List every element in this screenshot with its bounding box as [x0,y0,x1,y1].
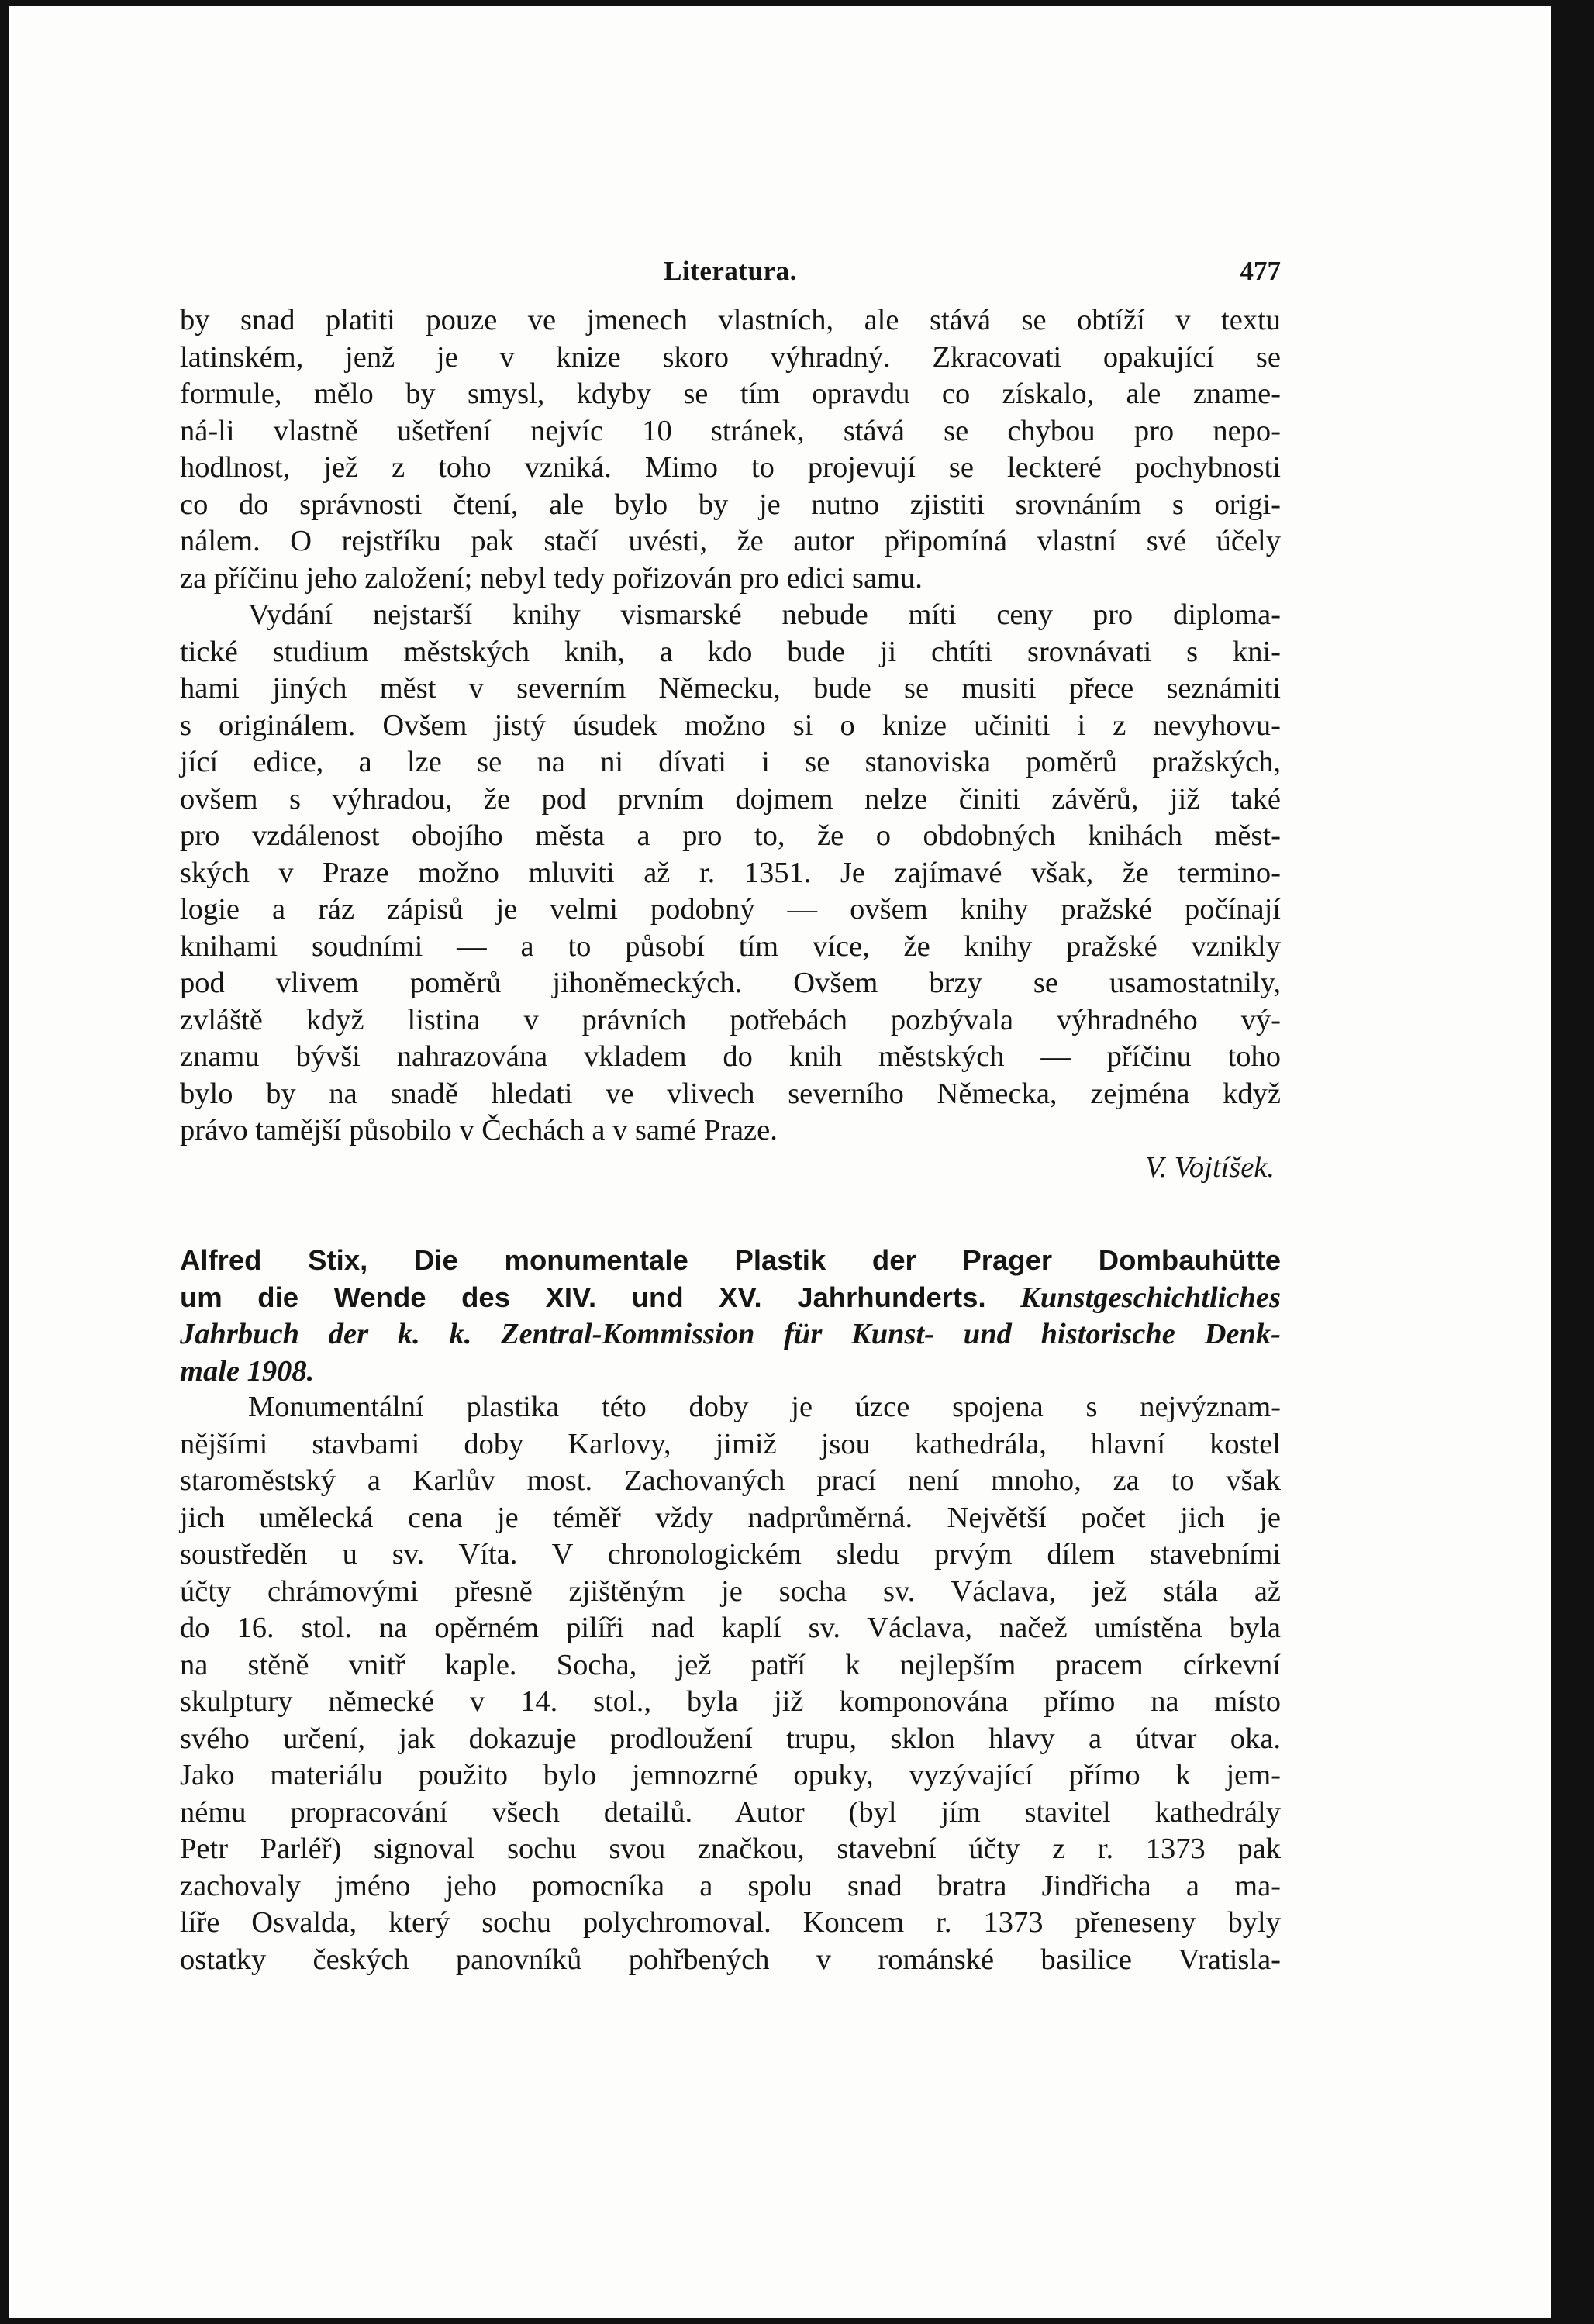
text-line: soustředěn u sv. Víta. V chronologickém sledu prvým dílem stavebními [180,1538,1281,1571]
author-signature: V. Vojtíšek. [1144,1150,1275,1184]
text-line: jich umělecká cena je téměř vždy nadprůměrná. Největší počet jich je [180,1501,1281,1534]
page-number: 477 [1240,256,1281,286]
heading-author-title: Alfred Stix, Die monumentale Plastik der Prager Dombauhütte [180,1244,1281,1276]
heading-line [180,1315,1281,1353]
text-line: nálem. O rejstříku pak stačí uvésti, že autor připomíná vlastní své účely [180,525,1281,557]
text-line: co do správnosti čtení, ale bylo by je nutno zjistiti srovnáním s origi- [180,488,1281,521]
text-line: bylo by na snadě hledati ve vlivech severního Německa, zejména když [180,1077,1281,1110]
text-line: účty chrámovými přesně zjištěným je socha sv. Václava, jež stála až [180,1574,1281,1608]
text-line: pod vlivem poměrů jihoněmeckých. Ovšem brzy se usamostatnily, [180,967,1281,999]
heading-source-cont: Jahrbuch der k. k. Zentral-Kommission für Kunst- und historische Denk- [180,1318,1281,1350]
text-line: ostatky českých panovníků pohřbených v románské basilice Vratisla- [180,1943,1281,1976]
text-line: hodlnost, jež z toho vzniká. Mimo to projevují se leckteré pochybnosti [180,451,1281,484]
text-line: staroměstský a Karlův most. Zachovaných prací není mnoho, za to však [180,1464,1281,1497]
heading-title-cont: um die Wende des XIV. und XV. Jahrhunderts. [180,1281,986,1313]
text-line: latinském, jenž je v knize skoro výhradný. Zkracovati opakující se [180,340,1281,374]
text-line: ovšem s výhradou, že pod prvním dojmem nelze činiti závěrů, již také [180,782,1281,815]
text-line: Monumentální plastika této doby je úzce spojena s nejvýznam- [248,1391,1281,1423]
running-header [180,256,1281,302]
review-heading [180,1242,1281,1389]
text-line: ských v Praze možno mluviti až r. 1351. Je zajímavé však, že termino- [180,856,1281,889]
text-line: svého určení, jak dokazuje prodloužení trupu, sklon hlavy a útvar oka. [180,1722,1281,1755]
text-line: za příčinu jeho založení; nebyl tedy pořizován pro edici samu. [180,561,923,595]
text-line: nému propracování všech detailů. Autor (byl jím stavitel kathedrály [180,1795,1281,1829]
text-line: Jako materiálu použito bylo jemnozrné opuky, vyzývající přímo k jem- [180,1759,1281,1791]
text-line: Vydání nejstarší knihy vismarské nebude míti ceny pro diploma- [248,598,1281,631]
review-body [180,1389,1281,1978]
heading-source-end: male 1908. [180,1354,315,1388]
text-line: zachovaly jméno jeho pomocníka a spolu snad bratra Jindřicha a ma- [180,1869,1281,1902]
heading-line [180,1242,1281,1279]
heading-source: Kunstgeschichtliches [1020,1281,1282,1314]
book-page [180,256,1281,1978]
new-review [180,1242,1281,1978]
running-title: Literatura. [664,256,797,286]
text-line: logie a ráz zápisů je velmi podobný — ovšem knihy pražské počínají [180,893,1281,926]
text-line: hami jiných měst v severním Německu, bude se musiti přece seznámiti [180,672,1281,705]
text-line: formule, mělo by smysl, kdyby se tím opravdu co získalo, ale zname- [180,378,1281,410]
text-line: s originálem. Ovšem jistý úsudek možno si o knize učiniti i z nevyhovu- [180,709,1281,742]
text-line: zvláště když listina v právních potřebách pozbývala výhradného vý- [180,1003,1281,1036]
text-line: nějšími stavbami doby Karlovy, jimiž jsou kathedrála, hlavní kostel [180,1427,1281,1460]
heading-line [180,1279,1281,1316]
text-line: Petr Parléř) signoval sochu svou značkou, stavební účty z r. 1373 pak [180,1833,1281,1865]
heading-line [180,1353,1281,1390]
text-line: by snad platiti pouze ve jmenech vlastních, ale stává se obtíží v textu [180,304,1281,336]
text-line: právo tamější působilo v Čechách a v samé Praze. [180,1114,778,1146]
text-line: líře Osvalda, který sochu polychromoval. Koncem r. 1373 přeneseny byly [180,1906,1281,1939]
text-line: skulptury německé v 14. stol., byla již komponována přímo na místo [180,1685,1281,1718]
text-line: knihami soudními — a to působí tím více, že knihy pražské vznikly [180,929,1281,963]
text-line: ná-li vlastně ušetření nejvíc 10 stránek, stává se chybou pro nepo- [180,414,1281,447]
text-line: znamu bývši nahrazována vkladem do knih městských — příčinu toho [180,1040,1281,1073]
text-line: pro vzdálenost obojího města a pro to, že o obdobných knihách měst- [180,819,1281,852]
text-line: do 16. stol. na opěrném pilíři nad kaplí sv. Václava, načež umístěna byla [180,1612,1281,1644]
text-line: tické studium městských knih, a kdo bude ji chtíti srovnávati s kni- [180,635,1281,668]
text-line: jící edice, a lze se na ni dívati i se stanoviska poměrů pražských, [180,746,1281,778]
text-line: na stěně vnitř kaple. Socha, jež patří k nejlepším pracem církevní [180,1648,1281,1681]
review-continuation [180,302,1281,1186]
